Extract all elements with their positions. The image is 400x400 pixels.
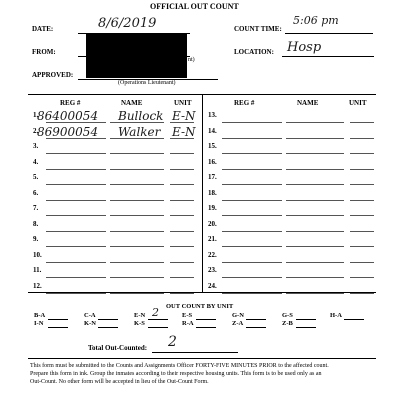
row-line bbox=[350, 153, 374, 154]
unit-label: I-N bbox=[34, 320, 44, 327]
location-value: Hosp bbox=[287, 40, 322, 55]
row1-name: Bullock bbox=[118, 109, 164, 123]
row-line bbox=[222, 184, 282, 185]
row-line bbox=[170, 231, 194, 232]
unit-label: K-S bbox=[134, 320, 145, 327]
row-line bbox=[350, 169, 374, 170]
row-number-right: 16. bbox=[208, 157, 217, 166]
row-line bbox=[286, 200, 344, 201]
row1-reg: 86400054 bbox=[37, 109, 99, 123]
row-line bbox=[222, 231, 282, 232]
location-line bbox=[282, 56, 374, 57]
row-number-left: 2. bbox=[33, 126, 39, 135]
row-line bbox=[222, 293, 282, 294]
count-time-label: COUNT TIME: bbox=[234, 25, 282, 33]
row-line bbox=[46, 293, 106, 294]
row-line bbox=[286, 122, 344, 123]
count-time-line bbox=[285, 33, 373, 34]
unit-count-line bbox=[296, 327, 316, 328]
row-line bbox=[110, 215, 164, 216]
unit-count-line bbox=[344, 319, 364, 320]
table-divider bbox=[202, 94, 203, 292]
unit-count-line bbox=[296, 319, 316, 320]
row-line bbox=[350, 231, 374, 232]
row-number-right: 15. bbox=[208, 142, 217, 150]
row-number-right: 19. bbox=[208, 204, 217, 212]
row-line bbox=[350, 277, 374, 278]
row-line bbox=[222, 262, 282, 263]
unit-label: H-A bbox=[330, 312, 342, 319]
row2-name: Walker bbox=[118, 125, 161, 139]
row-line bbox=[46, 215, 106, 216]
footer-line-2: Prepare this form in ink. Group the inmates according to their respective housing units. This form is to be used only as an bbox=[30, 371, 322, 377]
footer-notice bbox=[30, 362, 372, 386]
unit-label: Z-A bbox=[232, 320, 244, 327]
row-number-right: 23. bbox=[208, 266, 217, 274]
row-line bbox=[110, 262, 164, 263]
row-line bbox=[170, 153, 194, 154]
unit-count-line bbox=[246, 327, 266, 328]
unit-count-line bbox=[48, 327, 68, 328]
unit-count-line bbox=[246, 319, 266, 320]
row-number-left: 12. bbox=[33, 281, 42, 290]
row-number-left: 9. bbox=[33, 235, 39, 243]
row-line bbox=[286, 215, 344, 216]
unit-count-line bbox=[148, 327, 168, 328]
row-line bbox=[350, 200, 374, 201]
row-line bbox=[46, 262, 106, 263]
header-reg-right: REG # bbox=[234, 99, 255, 107]
row-line bbox=[110, 277, 164, 278]
row-line bbox=[110, 184, 164, 185]
row2-reg: 86900054 bbox=[37, 125, 99, 139]
row-line bbox=[170, 169, 194, 170]
count-time-value: 5:06 pm bbox=[293, 14, 339, 27]
row-line bbox=[222, 246, 282, 247]
location-label: LOCATION: bbox=[234, 48, 274, 56]
unit-en-value: 2 bbox=[152, 306, 159, 319]
row-line bbox=[286, 169, 344, 170]
row-number-right: 24. bbox=[208, 281, 217, 290]
header-unit-right: UNIT bbox=[349, 99, 367, 107]
row-number-right: 14. bbox=[208, 126, 217, 135]
row-number-left: 8. bbox=[33, 219, 39, 228]
total-line bbox=[152, 352, 238, 353]
unit-count-line bbox=[98, 327, 118, 328]
from-caption: nt) bbox=[188, 57, 195, 63]
unit-label: B-A bbox=[34, 312, 46, 319]
row2-unit: E-N bbox=[172, 125, 196, 139]
header-reg-left: REG # bbox=[60, 99, 81, 107]
row-line bbox=[110, 231, 164, 232]
row-line bbox=[222, 169, 282, 170]
row-line bbox=[350, 293, 374, 294]
row-number-right: 20. bbox=[208, 219, 217, 228]
row-number-left: 11. bbox=[33, 266, 42, 274]
unit-count-line bbox=[196, 319, 216, 320]
row-number-left: 10. bbox=[33, 250, 42, 259]
row-line bbox=[46, 246, 106, 247]
row-line bbox=[170, 262, 194, 263]
from-label: FROM: bbox=[32, 48, 56, 56]
row-line bbox=[170, 215, 194, 216]
row-line bbox=[350, 215, 374, 216]
row-number-left: 3. bbox=[33, 142, 39, 150]
row-line bbox=[286, 153, 344, 154]
row-line bbox=[46, 169, 106, 170]
row-line bbox=[222, 277, 282, 278]
row-number-left: 4. bbox=[33, 157, 39, 166]
header-unit-left: UNIT bbox=[174, 99, 192, 107]
row-line bbox=[170, 200, 194, 201]
unit-label: G-N bbox=[232, 312, 244, 319]
row-line bbox=[170, 246, 194, 247]
unit-count-line bbox=[98, 319, 118, 320]
row-line bbox=[222, 153, 282, 154]
date-value: 8/6/2019 bbox=[98, 16, 157, 31]
row-line bbox=[170, 293, 194, 294]
unit-count-line bbox=[148, 319, 168, 320]
row-line bbox=[350, 122, 374, 123]
row-line bbox=[46, 184, 106, 185]
row-line bbox=[286, 262, 344, 263]
footer-line-1: This form must be submitted to the Counts and Assignments Officer FORTY-FIVE MINUTES PRIOR to the affected count. bbox=[30, 363, 329, 369]
row-line bbox=[222, 215, 282, 216]
row-line bbox=[110, 246, 164, 247]
row-number-right: 18. bbox=[208, 188, 217, 197]
row-number-right: 22. bbox=[208, 250, 217, 259]
unit-count-line bbox=[48, 319, 68, 320]
row-number-left: 7. bbox=[33, 204, 39, 212]
unit-label: C-A bbox=[84, 312, 96, 319]
row-line bbox=[350, 184, 374, 185]
row-line bbox=[46, 153, 106, 154]
row-line bbox=[286, 293, 344, 294]
header-name-left: NAME bbox=[121, 99, 143, 107]
unit-label: Z-B bbox=[282, 320, 293, 327]
row-line bbox=[110, 153, 164, 154]
row-line bbox=[350, 138, 374, 139]
row-number-right: 17. bbox=[208, 173, 217, 181]
row-line bbox=[350, 246, 374, 247]
unit-label: G-S bbox=[282, 312, 293, 319]
row-line bbox=[350, 262, 374, 263]
unit-label: K-N bbox=[84, 320, 96, 327]
row-number-left: 6. bbox=[33, 188, 39, 197]
row-line bbox=[110, 169, 164, 170]
row-number-left: 1. bbox=[33, 111, 39, 119]
date-label: DATE: bbox=[32, 25, 54, 33]
row-line bbox=[110, 200, 164, 201]
row-line bbox=[286, 184, 344, 185]
row-line bbox=[286, 246, 344, 247]
row-line bbox=[170, 184, 194, 185]
ops-lieutenant-caption: (Operations Lieutenant) bbox=[118, 80, 176, 86]
redaction-box bbox=[86, 34, 187, 78]
row-line bbox=[286, 138, 344, 139]
row-line bbox=[222, 138, 282, 139]
total-value: 2 bbox=[168, 334, 177, 350]
row-number-left: 5. bbox=[33, 173, 39, 181]
unit-label: E-S bbox=[182, 312, 193, 319]
row-line bbox=[222, 200, 282, 201]
row1-unit: E-N bbox=[172, 109, 196, 123]
row-line bbox=[286, 277, 344, 278]
row-line bbox=[222, 122, 282, 123]
form-title: OFFICIAL OUT COUNT bbox=[150, 2, 239, 11]
row-line bbox=[46, 277, 106, 278]
footer-line-3: Out-Count. No other form will be accepted in lieu of the Out-Count Form. bbox=[30, 379, 209, 385]
row-line bbox=[286, 231, 344, 232]
row-line bbox=[110, 293, 164, 294]
row-number-right: 21. bbox=[208, 235, 217, 243]
row-line bbox=[170, 277, 194, 278]
header-name-right: NAME bbox=[297, 99, 319, 107]
total-label: Total Out-Counted: bbox=[88, 344, 148, 352]
row-line bbox=[46, 231, 106, 232]
unit-label: R-A bbox=[182, 320, 194, 327]
row-line bbox=[46, 200, 106, 201]
unit-count-title: OUT COUNT BY UNIT bbox=[166, 303, 234, 310]
approved-label: APPROVED: bbox=[32, 71, 74, 79]
unit-label: E-N bbox=[134, 312, 146, 319]
footer-border bbox=[28, 358, 376, 359]
unit-count-line bbox=[196, 327, 216, 328]
row-number-right: 13. bbox=[208, 111, 217, 119]
